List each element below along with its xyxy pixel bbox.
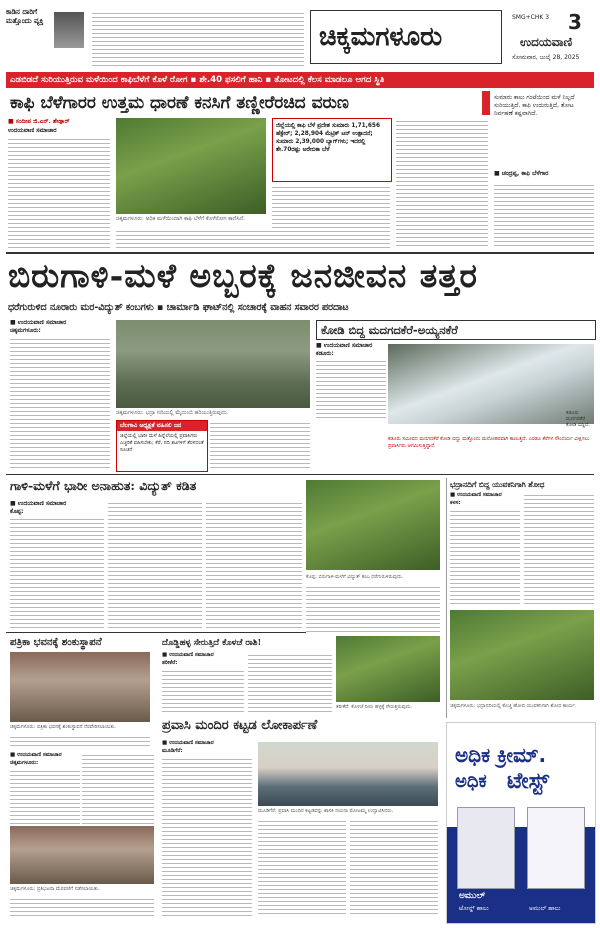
power-headline: ಗಾಳಿ-ಮಳೆಗೆ ಭಾರೀ ಅನಾಹುತ: ವಿದ್ಯುತ್ ಕಡಿತ	[10, 478, 197, 493]
top-photo-caption: ಚಿಕ್ಕಮಗಳೂರು: ಅಧಿಕ ಮಳೆಯಿಂದಾಗಿ ಕಾಫಿ ಬೆಳೆಗೆ ಕೊಳೆರೋಗ ಕಾಣಿಸಿದೆ.	[116, 216, 246, 222]
lead-photo-caption: ಚಿಕ್ಕಮಗಳೂರು: ಭದ್ರಾ ನದಿಯಲ್ಲಿ ಮೈದುಂಬಿ ಹರಿಯುತ್ತಿರುವುದು.	[116, 410, 229, 416]
divider-3	[6, 632, 306, 633]
top-kicker	[6, 72, 594, 88]
ad-line-2: ಅಧಿಕ	[455, 771, 487, 792]
side-col	[494, 182, 594, 248]
city-name: ಚಿಕ್ಕಮಗಳೂರು	[319, 22, 443, 52]
patrika-photo-caption: ಚಿಕ್ಕಮಗಳೂರು: ಪತ್ರಿಕಾ ಭವನಕ್ಕೆ ಶಂಕುಸ್ಥಾಪನೆ ನೆರವೇರಿಸಲಾಯಿತು.	[10, 724, 117, 730]
bhadra-headline: ಭದ್ರಾನದಿಗೆ ಬಿದ್ದ ಯುವಕನಿಗಾಗಿ ಶೋಧ	[450, 480, 545, 489]
patrika-headline: ಪತ್ರಿಕಾ ಭವನಕ್ಕೆ ಶಂಕುಸ್ಥಾಪನೆ	[10, 637, 102, 648]
lead-subhead: ಧರೆಗುರುಳಿದ ನೂರಾರು ಮರ-ವಿದ್ಯುತ್ ಕಂಬಗಳು ▪ ಚಾರ್ಮಾಡಿ ಘಾಟ್‌ನಲ್ಲಿ ಸಂಚಾರಕ್ಕೆ ವಾಹನ ಸವಾರರ ಪರದಾಟ	[8, 302, 349, 313]
stats-box	[272, 118, 392, 182]
side-quote-box	[494, 94, 594, 154]
bottom-left-photo-caption: ಚಿಕ್ಕಮಗಳೂರು: ಪ್ರತಿಭಟನಾ ಮೆರವಣಿಗೆ ನಡೆಸಲಾಯಿತು.	[10, 886, 100, 892]
page-number: 3	[568, 10, 582, 34]
milk-pack-1	[457, 807, 515, 889]
power-col-3	[206, 500, 302, 628]
power-col-4	[306, 584, 440, 632]
pravasi-col-3	[350, 818, 438, 916]
bhadra-dateline: ಕಳಸ:	[450, 500, 461, 506]
bottom-left-photo	[10, 826, 154, 884]
power-col-2	[108, 500, 202, 628]
author-photo	[54, 12, 84, 48]
top-headline: ಕಾಫಿ ಬೆಳೆಗಾರರ ಉತ್ತಮ ಧಾರಣೆ ಕನಸಿಗೆ ತಣ್ಣೀರೆರಚಿದ ವರುಣ	[10, 93, 349, 113]
page-code: SMG+CHK 3	[512, 14, 550, 21]
dam-headline: ಕೋಡಿ ಬಿದ್ದ ಮದಗದಕೆರೆ-ಅಯ್ಯನಕೆರೆ	[321, 323, 458, 337]
bhadra-col-2	[524, 492, 594, 604]
pravasi-col-2	[258, 818, 346, 916]
quote-heading: ಕಾಡಿನ ದಾರಿಗೆ ಮತ್ತೊಂದು ವ್ಯಕ್ತಿ	[6, 8, 44, 25]
pravasi-photo-caption: ಮೂಡಿಗೆರೆ: ಪ್ರವಾಸಿ ಮಂದಿರ ಕಟ್ಟಡವನ್ನು ಶಾಸಕಿ ನಯನಾ ಮೋಟಮ್ಮ ಉದ್ಘಾಟಿಸಿದರು.	[258, 808, 394, 814]
power-bureau: ■ ಉದಯವಾಣಿ ಸಮಾಚಾರ	[10, 500, 67, 507]
bhadra-col-1	[450, 508, 520, 604]
lead-bureau: ■ ಉದಯವಾಣಿ ಸಮಾಚಾರ	[10, 319, 67, 326]
lead-box	[116, 420, 208, 472]
lead-box-title: ಬೆಲಗಾವಿ ಅಧ್ಯಕ್ಷತೆ ವಹಿಸಲಿ ಜನ	[117, 421, 207, 431]
road-bureau: ■ ಉದಯವಾಣಿ ಸಮಾಚಾರ	[162, 652, 214, 658]
lead-box-text: ಜಿಲ್ಲೆಯಲ್ಲಿ ಭಾರೀ ಮಳೆ ಹಿನ್ನೆಲೆಯಲ್ಲಿ ಪ್ರವಾಸಿಗರು ಎಚ್ಚರಿಕೆ ವಹಿಸಬೇಕು; ಕೆರೆ, ನದಿ ತಟಗಳಿಗೆ ತೆರಳದಂತೆ ಸೂಚನೆ	[120, 433, 204, 453]
quote-column	[6, 8, 86, 70]
power-col-1	[10, 516, 104, 628]
lead-headline: ಬಿರುಗಾಳಿ-ಮಳೆ ಅಬ್ಬರಕ್ಕೆ ಜನಜೀವನ ತತ್ತರ	[8, 256, 478, 295]
ad-line-3: ಟೇಸ್ಟ್	[507, 769, 550, 794]
top-bureau: ಉದಯವಾಣಿ ಸಮಾಚಾರ	[8, 127, 57, 134]
power-photo	[306, 480, 440, 570]
top-col-4	[396, 118, 488, 248]
lead-col-1	[10, 336, 110, 470]
top-col-3	[272, 184, 390, 248]
dam-photo-label-text: ಕಡೂರು ಮದಗದಕೆರೆ ಕೋಡಿ ಬಿದ್ದಿದೆ.	[566, 410, 590, 428]
dam-photo	[388, 344, 594, 424]
dam-headline-box	[316, 320, 596, 340]
road-col-1	[162, 668, 244, 712]
bottom-left-col-1	[10, 768, 80, 824]
patrika-col-1	[10, 734, 150, 746]
city-title	[310, 10, 502, 64]
pravasi-dateline: ಮೂಡಿಗೆರೆ:	[162, 748, 183, 754]
dam-bureau: ■ ಉದಯವಾಣಿ ಸಮಾಚಾರ	[316, 342, 373, 349]
paper-date: ಸೋಮವಾರ, ಜುಲೈ 28, 2025	[512, 54, 580, 61]
bhadra-photo	[450, 610, 594, 700]
side-quote-text: ಸುಮಾರು ಕಾಲು ಗಂಟೆಯಿಂದ ಮಳೆ ನಿಲ್ಲದೆ ಸುರಿಯುತ್ತಿದೆ. ಕಾಫಿ ಉದುರುತ್ತಿದೆ, ತೋಟ ನಿರ್ವಹಣೆ ಕಷ್ಟವಾಗಿದೆ.	[494, 94, 575, 117]
road-dateline: ತರೀಕೆರೆ:	[162, 660, 178, 666]
top-col-1	[8, 136, 110, 248]
lead-col-2	[210, 420, 310, 470]
bottom-left-col-3	[10, 896, 154, 916]
dam-col-1	[316, 358, 386, 418]
amul-ad	[446, 722, 596, 924]
road-photo-caption: ತರೀಕೆರೆ: ಕೊಳಚೆ ನೀರು ಹಳ್ಳಕ್ಕೆ ಸೇರುತ್ತಿರುವುದು.	[336, 704, 413, 710]
pravasi-col-1	[162, 756, 252, 916]
road-col-2	[248, 652, 332, 712]
divider-2	[6, 474, 594, 475]
top-photo	[116, 118, 266, 214]
pravasi-photo	[258, 742, 438, 806]
paper-name: ಉದಯವಾಣಿ	[520, 35, 573, 49]
ad-product-2: ಅಮುಲ್ ಹಾಲು	[529, 905, 561, 912]
patrika-photo	[10, 652, 150, 722]
side-quote-credit: ■ ಚಂದ್ರಪ್ಪ, ಕಾಫಿ ಬೆಳೆಗಾರ	[494, 170, 549, 177]
dam-dateline: ಕಡೂರು:	[316, 350, 334, 357]
ad-brand: ಅಮುಲ್	[459, 891, 486, 901]
road-headline: ದೊಡ್ಡಿಹಳ್ಳ ಸೇರುತ್ತಿದೆ ಕೊಳಚೆ ರಾಶಿ!	[162, 638, 262, 648]
road-photo	[336, 636, 440, 702]
bottom-left-col-2	[82, 752, 154, 824]
milk-pack-2	[527, 807, 585, 889]
lead-photo	[116, 320, 310, 408]
bhadra-photo-caption: ಚಿಕ್ಕಮಗಳೂರು: ಭದ್ರಾನದಿಯಲ್ಲಿ ಕೊಚ್ಚಿ ಹೋದ ಯುವಕನಿಗಾಗಿ ಶೋಧ ಕಾರ್ಯ.	[450, 703, 577, 709]
bottom-left-bureau: ■ ಉದಯವಾಣಿ ಸಮಾಚಾರ	[10, 752, 62, 758]
pravasi-headline: ಪ್ರವಾಸಿ ಮಂದಿರ ಕಟ್ಟಡ ಲೋಕಾರ್ಪಣೆ	[162, 718, 318, 733]
dam-photo-caption: ಕಡೂರು ಸಮೀಪದ ಮದಗದಕೆರೆ ಕೋಡಿ ಬಿದ್ದು ಮತ್ತೊಂದು ಮನೋಹರವಾಗಿ ಕಾಣುತ್ತಿದೆ. ಎರಡೂ ಕೆರೆಗಳ ಸೌಂದರ್ಯ ವೀಕ್ಷಿಸಲು ಪ್ರವಾಸಿಗರು ಆಗಮಿಸುತ್ತಿದ್ದಾರೆ.	[388, 436, 590, 449]
top-byline: ■ ಸಂದೀಪ ಜಿ.ಎನ್. ಶೇಡ್ಗಾರ್	[8, 118, 70, 125]
pravasi-bureau: ■ ಉದಯವಾಣಿ ಸಮಾಚಾರ	[162, 740, 214, 746]
lead-dateline: ಚಿಕ್ಕಮಗಳೂರು:	[10, 327, 41, 334]
headline-badge	[482, 91, 490, 115]
bhadra-bureau: ■ ಉದಯವಾಣಿ ಸಮಾಚಾರ	[450, 492, 502, 498]
bottom-left-dateline: ಚಿಕ್ಕಮಗಳೂರು:	[10, 760, 39, 766]
power-photo-caption: ಕೊಪ್ಪ: ಬಿರುಗಾಳಿ-ಮಳೆಗೆ ವಿದ್ಯುತ್ ಕಂಬ ಧರೆಗುರುಳಿರುವುದು.	[306, 574, 404, 580]
stats-box-text: ಜಿಲ್ಲೆಯಲ್ಲಿ ಕಾಫಿ ಬೆಳೆ ಪ್ರದೇಶ ಸುಮಾರು 1,71,656 ಹೆಕ್ಟೇರ್; 2,28,904 ಮೆಟ್ರಿಕ್ ಟನ್ ಉತ್ಪಾದನೆ; ಸುಮಾರು 2,39,000 ಬ್ಯಾಗ್‌ಗಳು; ಇದರಲ್ಲಿ ಶೇ.70ರಷ್ಟು ಅರೇಬಿಕಾ ಬೆಳೆ	[276, 123, 380, 153]
quote-text	[92, 10, 304, 68]
dam-photo-label	[566, 410, 594, 428]
ad-panel	[447, 827, 595, 923]
power-dateline: ಕೊಪ್ಪ:	[10, 508, 24, 515]
top-kicker-text: ಎಡಬಿಡದೆ ಸುರಿಯುತ್ತಿರುವ ಮಳೆಯಿಂದ ಕಾಫಿಬೆಳೆಗೆ ಕೊಳೆ ರೋಗ ▪ ಶೇ.40 ಫಸಲಿಗೆ ಹಾನಿ ▪ ತೋಟದಲ್ಲಿ ಕೆಲಸ ಮಾಡಲೂ ಆಗದ ಸ್ಥಿತಿ	[10, 75, 385, 85]
ad-product: ಟೋನ್ಡ್ ಹಾಲು	[459, 905, 489, 912]
ad-line-1: ಅಧಿಕ ಕ್ರೀಮ್.	[455, 743, 547, 767]
